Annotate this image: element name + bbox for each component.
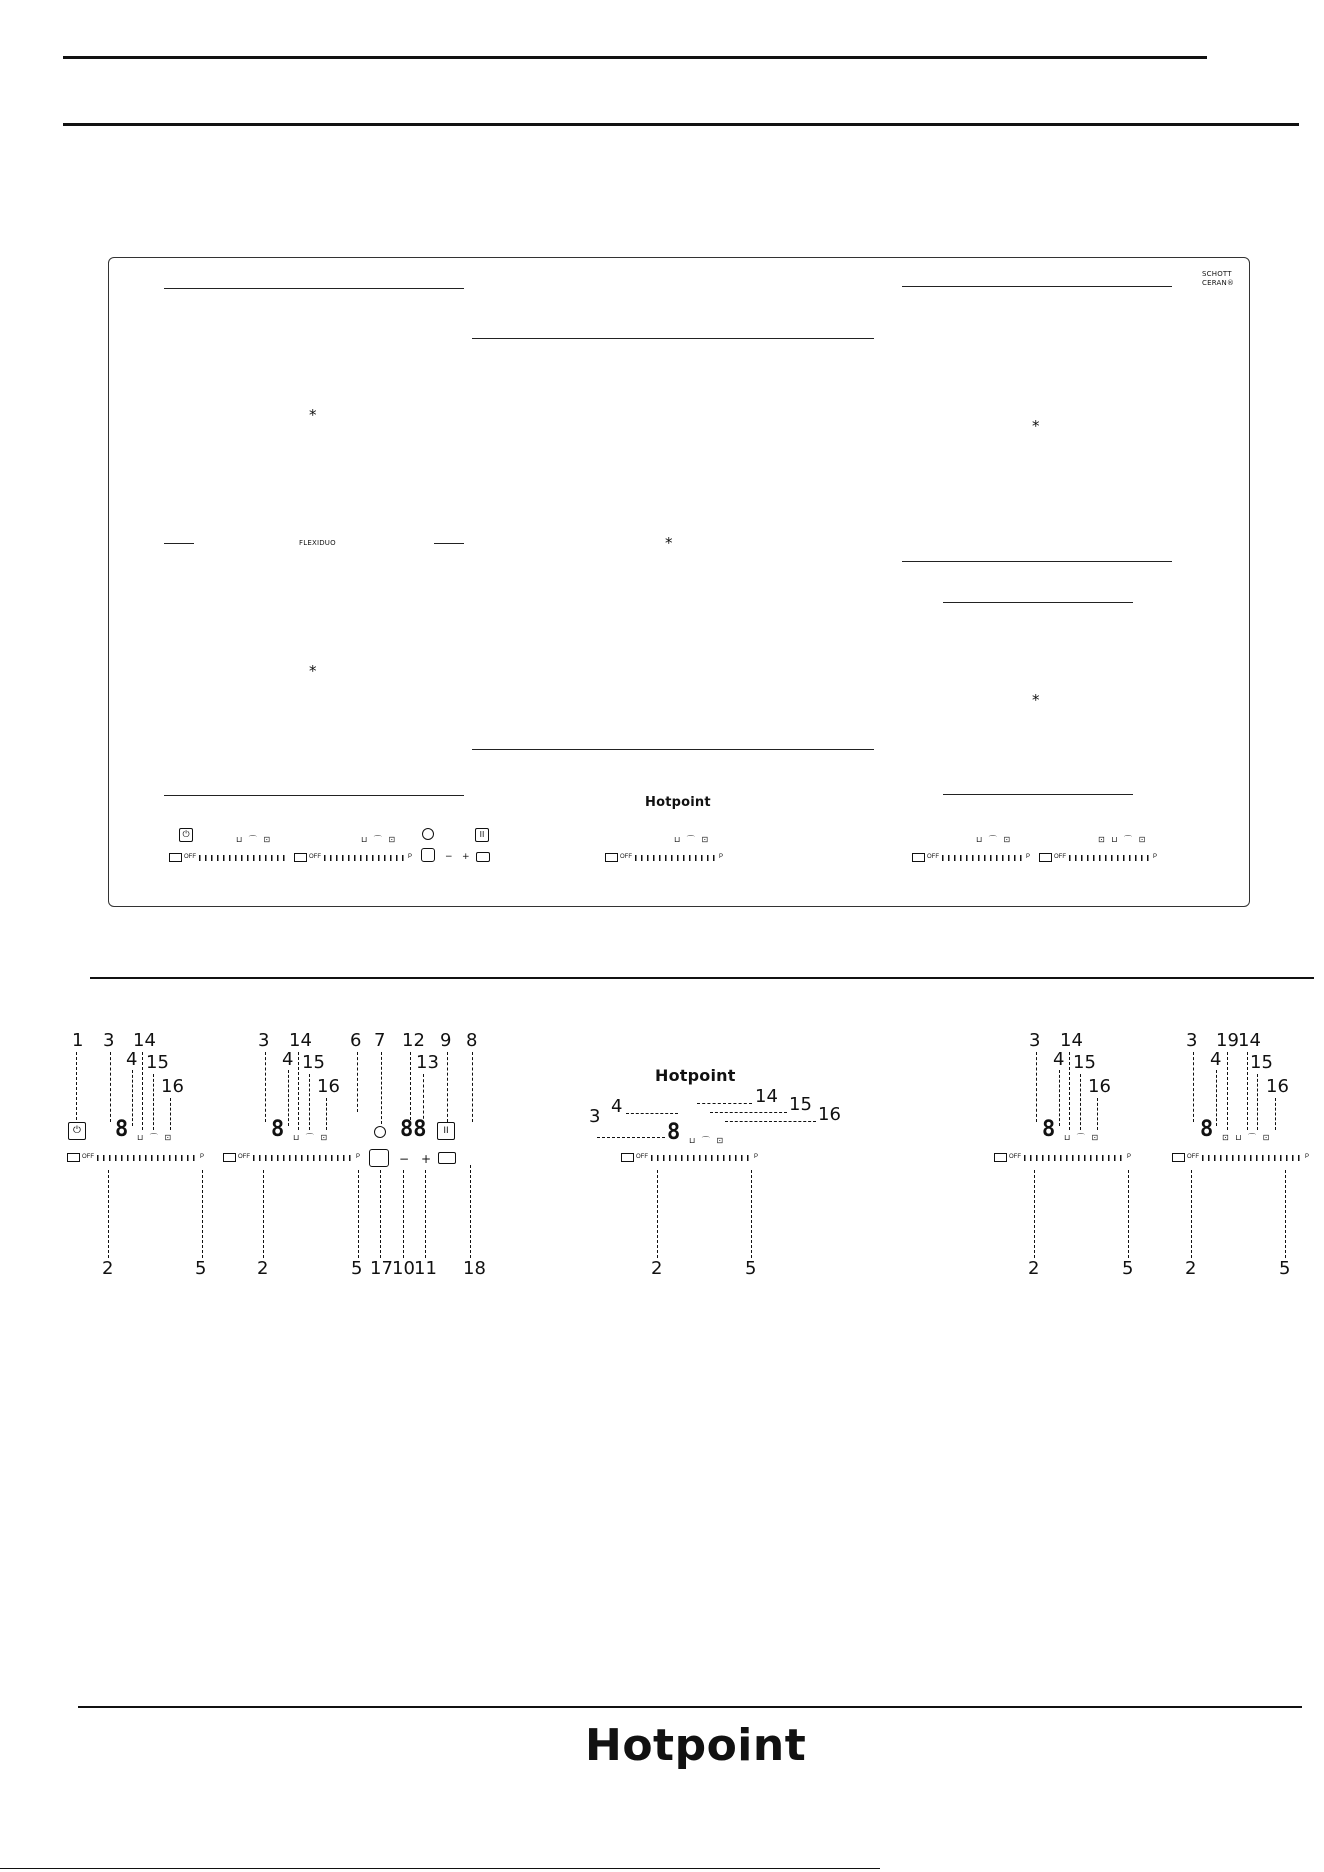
cooktop-booster-icon xyxy=(476,852,490,862)
callout-2b: 2 xyxy=(257,1258,269,1279)
right-lower-zone-bottom-line xyxy=(943,794,1133,795)
callout-4: 4 xyxy=(126,1049,138,1070)
leader-14c xyxy=(697,1103,752,1104)
leader-7 xyxy=(381,1052,382,1124)
diagram-minus: − xyxy=(399,1152,410,1166)
diagram-power-icon: ⏻ xyxy=(68,1122,86,1140)
right-zone-divider xyxy=(902,561,1172,562)
leader-4c xyxy=(626,1113,678,1114)
leader-5c xyxy=(751,1170,752,1258)
zone-select-icon xyxy=(1172,1153,1185,1162)
diagram-booster-icon xyxy=(438,1152,456,1164)
zone-select-icon xyxy=(1039,853,1052,862)
callout-15e: 15 xyxy=(1250,1052,1273,1073)
leader-3c xyxy=(597,1137,665,1138)
diagram-lock-icon xyxy=(374,1126,386,1138)
leader-4d xyxy=(1059,1070,1060,1126)
right-zone-top-line xyxy=(902,286,1172,287)
slider-off-label: OFF xyxy=(238,1154,250,1160)
diagram-zone-icons-e: ⊡ ⊔ ⌒ ⊡ xyxy=(1222,1133,1272,1142)
callout-13: 13 xyxy=(416,1052,439,1073)
callout-16d: 16 xyxy=(1088,1076,1111,1097)
right-zone-star-upper: * xyxy=(1032,417,1040,435)
callout-6: 6 xyxy=(350,1030,362,1051)
callout-2d: 2 xyxy=(1028,1258,1040,1279)
leader-10 xyxy=(403,1170,404,1258)
callout-5c: 5 xyxy=(745,1258,757,1279)
diagram-zone-icons-c: ⊔ ⌒ ⊡ xyxy=(689,1136,726,1145)
leader-5a xyxy=(202,1170,203,1258)
diagram-zone-icons-a: ⊔ ⌒ ⊡ xyxy=(137,1133,174,1142)
callout-2a: 2 xyxy=(102,1258,114,1279)
callout-3b: 3 xyxy=(258,1030,270,1051)
cooktop-bridge-icon xyxy=(421,848,435,862)
leader-18 xyxy=(470,1165,471,1258)
callout-5a: 5 xyxy=(195,1258,207,1279)
slider-off-label: OFF xyxy=(1009,1154,1021,1160)
callout-15b: 15 xyxy=(302,1052,325,1073)
flex-line-right xyxy=(434,543,464,544)
callout-2c: 2 xyxy=(651,1258,663,1279)
slider-off-label: OFF xyxy=(636,1154,648,1160)
diagram-pause-icon: II xyxy=(437,1122,455,1140)
callout-11: 11 xyxy=(414,1258,437,1279)
diagram-digit-b: 8 xyxy=(271,1117,285,1142)
slider-off-label: OFF xyxy=(82,1154,94,1160)
leader-15 xyxy=(153,1074,154,1130)
diagram-zone-icons-d: ⊔ ⌒ ⊡ xyxy=(1064,1133,1101,1142)
callout-5d: 5 xyxy=(1122,1258,1134,1279)
leader-11 xyxy=(425,1170,426,1258)
callout-15d: 15 xyxy=(1073,1052,1096,1073)
slider-p-label: P xyxy=(754,1154,759,1160)
zone-select-icon xyxy=(621,1153,634,1162)
bottom-edge-rule xyxy=(0,1868,880,1869)
cooktop-timer-icon xyxy=(422,828,434,840)
diagram-plus: + xyxy=(421,1152,432,1166)
callout-3c: 3 xyxy=(589,1106,601,1127)
diagram-digit-e: 8 xyxy=(1200,1117,1214,1142)
leader-15d xyxy=(1080,1074,1081,1130)
slider-ticks xyxy=(199,855,287,861)
callout-14e: 14 xyxy=(1238,1030,1261,1051)
top-rule-1 xyxy=(63,56,1207,59)
slider-p-label: P xyxy=(1127,1154,1132,1160)
cooktop-minus: − xyxy=(445,852,453,862)
leader-12 xyxy=(410,1052,411,1120)
right-zone-star-lower: * xyxy=(1032,691,1040,709)
callout-4b: 4 xyxy=(282,1049,294,1070)
callout-14d: 14 xyxy=(1060,1030,1083,1051)
diagram-timer-digits: 88 xyxy=(400,1117,427,1142)
leader-14 xyxy=(142,1052,143,1130)
middle-zone-star: * xyxy=(665,534,673,552)
callout-4d: 4 xyxy=(1053,1049,1065,1070)
cooktop-slider-5 xyxy=(1039,853,1161,863)
slider-ticks xyxy=(324,855,404,861)
callout-4c: 4 xyxy=(611,1096,623,1117)
leader-5e xyxy=(1285,1170,1286,1258)
leader-6 xyxy=(357,1052,358,1112)
leader-3d xyxy=(1036,1052,1037,1122)
cooktop-zone5-icons: ⊡ ⊔ ⌒ ⊡ xyxy=(1098,835,1148,844)
callout-16c: 16 xyxy=(818,1104,841,1125)
diagram-bridge-icon xyxy=(369,1149,389,1167)
flex-label: FLEXIDUO xyxy=(299,539,336,547)
zone-select-icon xyxy=(994,1153,1007,1162)
top-rule-2 xyxy=(63,123,1299,126)
diagram-slider-c xyxy=(621,1153,761,1163)
slider-off-label: OFF xyxy=(1054,854,1066,860)
slider-off-label: OFF xyxy=(927,854,939,860)
cooktop-slider-3 xyxy=(605,853,727,863)
slider-ticks xyxy=(635,855,715,861)
badge-line-1: SCHOTT xyxy=(1202,270,1232,278)
callout-7: 7 xyxy=(374,1030,386,1051)
leader-3 xyxy=(110,1052,111,1122)
slider-off-label: OFF xyxy=(309,854,321,860)
diagram-slider-b xyxy=(223,1153,363,1163)
zone-select-icon xyxy=(67,1153,80,1162)
slider-ticks xyxy=(1202,1155,1300,1161)
cooktop-zone4-icons: ⊔ ⌒ ⊡ xyxy=(976,835,1013,844)
footer-brand-logo: Hotpoint xyxy=(585,1720,807,1771)
callout-16b: 16 xyxy=(317,1076,340,1097)
left-zone-star-lower: * xyxy=(309,662,317,680)
leader-14e xyxy=(1247,1052,1248,1130)
flex-line-left xyxy=(164,543,194,544)
slider-p-label: P xyxy=(200,1154,205,1160)
slider-p-label: P xyxy=(408,854,413,860)
leader-16e xyxy=(1275,1098,1276,1130)
callout-5e: 5 xyxy=(1279,1258,1291,1279)
footer-rule xyxy=(78,1706,1302,1708)
callout-12: 12 xyxy=(402,1030,425,1051)
callout-3d: 3 xyxy=(1029,1030,1041,1051)
leader-3e xyxy=(1193,1052,1194,1122)
callout-15c: 15 xyxy=(789,1094,812,1115)
zone-select-icon xyxy=(223,1153,236,1162)
cooktop-power-icon: ⏻ xyxy=(179,828,193,842)
callout-18: 18 xyxy=(463,1258,486,1279)
cooktop-plus: + xyxy=(462,852,470,862)
leader-9 xyxy=(447,1052,448,1122)
left-zone-bottom-line xyxy=(164,795,464,796)
leader-17 xyxy=(380,1170,381,1258)
slider-ticks xyxy=(1024,1155,1122,1161)
diagram-brand: Hotpoint xyxy=(655,1066,736,1085)
leader-8 xyxy=(472,1052,473,1122)
leader-2a xyxy=(108,1170,109,1258)
leader-3b xyxy=(265,1052,266,1122)
leader-5d xyxy=(1128,1170,1129,1258)
callout-14: 14 xyxy=(133,1030,156,1051)
slider-off-label: OFF xyxy=(184,854,196,860)
leader-4 xyxy=(132,1070,133,1126)
callout-5b: 5 xyxy=(351,1258,363,1279)
leader-16b xyxy=(326,1098,327,1130)
diagram-digit-c: 8 xyxy=(667,1120,681,1145)
leader-4b xyxy=(288,1070,289,1126)
slider-ticks xyxy=(97,1155,195,1161)
leader-2d xyxy=(1034,1170,1035,1258)
leader-2b xyxy=(263,1170,264,1258)
leader-19 xyxy=(1227,1052,1228,1130)
leader-2e xyxy=(1191,1170,1192,1258)
zone-select-icon xyxy=(605,853,618,862)
zone-select-icon xyxy=(294,853,307,862)
leader-14b xyxy=(298,1052,299,1130)
callout-3e: 3 xyxy=(1186,1030,1198,1051)
leader-5b xyxy=(358,1170,359,1258)
slider-ticks xyxy=(253,1155,351,1161)
slider-off-label: OFF xyxy=(620,854,632,860)
badge-line-2: CERAN® xyxy=(1202,279,1235,287)
leader-16 xyxy=(170,1098,171,1130)
leader-16d xyxy=(1097,1098,1098,1130)
leader-14d xyxy=(1069,1052,1070,1130)
leader-1 xyxy=(76,1052,77,1120)
callout-3: 3 xyxy=(103,1030,115,1051)
callout-2e: 2 xyxy=(1185,1258,1197,1279)
diagram-digit-d: 8 xyxy=(1042,1117,1056,1142)
right-lower-zone-top-line xyxy=(943,602,1133,603)
callout-17: 17 xyxy=(370,1258,393,1279)
leader-16c xyxy=(725,1121,816,1122)
slider-off-label: OFF xyxy=(1187,1154,1199,1160)
cooktop-brand: Hotpoint xyxy=(645,795,711,810)
slider-p-label: P xyxy=(1305,1154,1310,1160)
cooktop-slider-1 xyxy=(169,853,291,863)
leader-15c xyxy=(710,1112,787,1113)
zone-select-icon xyxy=(912,853,925,862)
leader-2c xyxy=(657,1170,658,1258)
cooktop-slider-2 xyxy=(294,853,416,863)
diagram-digit-a: 8 xyxy=(115,1117,129,1142)
callout-15: 15 xyxy=(146,1052,169,1073)
callout-16: 16 xyxy=(161,1076,184,1097)
callout-19: 19 xyxy=(1216,1030,1239,1051)
cooktop-slider-4 xyxy=(912,853,1034,863)
callout-4e: 4 xyxy=(1210,1049,1222,1070)
callout-14b: 14 xyxy=(289,1030,312,1051)
callout-8: 8 xyxy=(466,1030,478,1051)
left-zone-star-upper: * xyxy=(309,406,317,424)
middle-zone-bottom-line xyxy=(472,749,874,750)
slider-p-label: P xyxy=(356,1154,361,1160)
diagram-slider-d xyxy=(994,1153,1134,1163)
callout-16e: 16 xyxy=(1266,1076,1289,1097)
callout-9: 9 xyxy=(440,1030,452,1051)
leader-15b xyxy=(309,1074,310,1130)
slider-ticks xyxy=(942,855,1022,861)
cooktop-zone2-icons: ⊔ ⌒ ⊡ xyxy=(361,835,398,844)
slider-ticks xyxy=(651,1155,749,1161)
callout-10: 10 xyxy=(392,1258,415,1279)
leader-4e xyxy=(1216,1070,1217,1126)
cooktop-zone3-icons: ⊔ ⌒ ⊡ xyxy=(674,835,711,844)
leader-15e xyxy=(1257,1074,1258,1130)
zone-select-icon xyxy=(169,853,182,862)
diagram-slider-e xyxy=(1172,1153,1312,1163)
diagram-slider-a xyxy=(67,1153,207,1163)
left-zone-top-line xyxy=(164,288,464,289)
slider-p-label: P xyxy=(1153,854,1158,860)
section-rule xyxy=(90,977,1314,979)
middle-zone-top-line xyxy=(472,338,874,339)
slider-p-label: P xyxy=(1026,854,1031,860)
cooktop-pause-icon: II xyxy=(475,828,489,842)
cooktop-illustration xyxy=(108,257,1250,907)
slider-ticks xyxy=(1069,855,1149,861)
diagram-zone-icons-b: ⊔ ⌒ ⊡ xyxy=(293,1133,330,1142)
callout-1: 1 xyxy=(72,1030,84,1051)
cooktop-zone1-icons: ⊔ ⌒ ⊡ xyxy=(236,835,273,844)
slider-p-label: P xyxy=(719,854,724,860)
callout-14c: 14 xyxy=(755,1086,778,1107)
